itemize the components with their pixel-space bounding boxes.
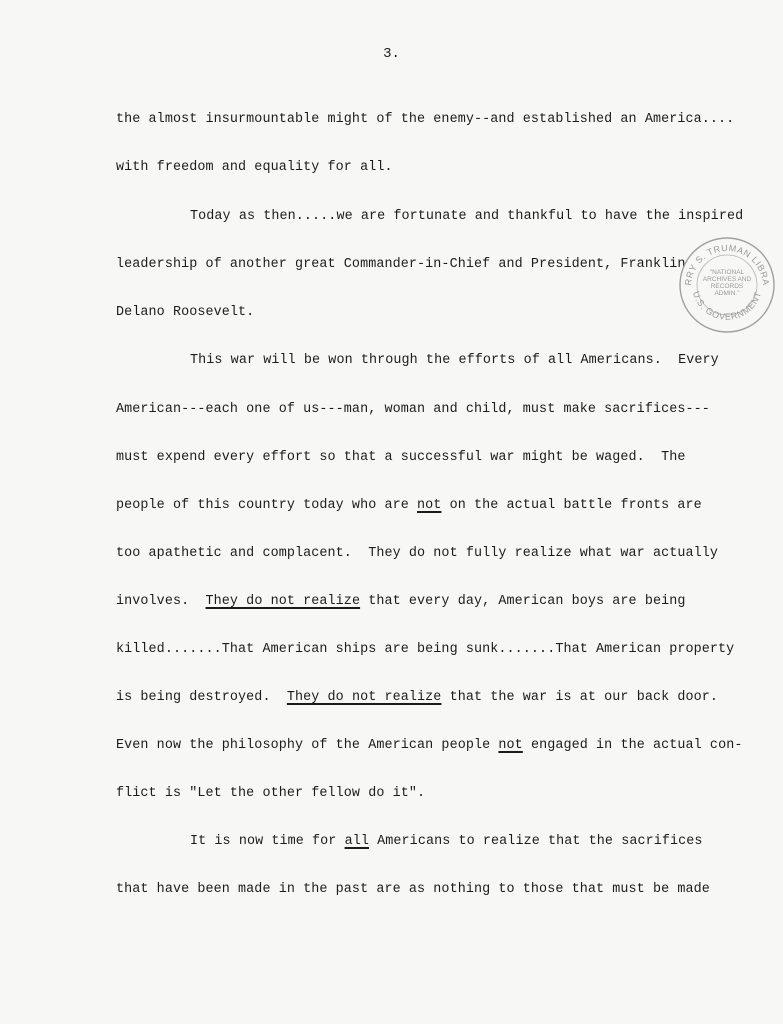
text-line [190, 353, 719, 368]
text-segment: It is now time for [190, 834, 345, 849]
text-segment: the almost insurmountable might of the enemy--and established an America.... [116, 112, 735, 127]
text-line [116, 305, 254, 320]
text-segment: is being destroyed. [116, 690, 287, 705]
text-segment: that the war is at our back door. [441, 690, 719, 705]
underlined-text: not [498, 738, 523, 753]
text-segment: Today as then.....we are fortunate and thankful to have the inspired [190, 209, 744, 224]
underlined-text: They do not realize [286, 690, 442, 705]
stamp-center-text [677, 269, 777, 297]
text-segment: flict is "Let the other fellow do it". [116, 786, 426, 801]
stamp-center-line: ADMIN." [714, 290, 740, 297]
text-line [116, 402, 710, 417]
text-segment: involves. [116, 594, 206, 609]
text-line [190, 834, 703, 849]
stamp-center-line: RECORDS [710, 283, 744, 290]
text-segment: too apathetic and complacent. They do not fully realize what war actually [116, 546, 719, 561]
text-line [116, 594, 686, 609]
library-stamp [677, 235, 777, 335]
text-line [116, 642, 734, 657]
text-segment: Americans to realize that the sacrifices [369, 834, 703, 849]
text-segment: with freedom and equality for all. [116, 160, 393, 175]
text-segment: killed.......That American ships are being sunk.......That American property [116, 642, 735, 657]
stamp-center-line: ARCHIVES AND [702, 276, 752, 283]
underlined-text: They do not realize [205, 594, 361, 609]
text-line [116, 882, 710, 897]
text-segment: people of this country today who are [116, 498, 418, 513]
text-segment: engaged in the actual con- [522, 738, 743, 753]
stamp-center-line: "NATIONAL [709, 269, 745, 276]
text-segment: that have been made in the past are as nothing to those that must be made [116, 882, 710, 897]
text-segment: American---each one of us---man, woman and child, must make sacrifices--- [116, 402, 710, 417]
text-segment: leadership of another great Commander-in-Chief and President, Franklin [116, 257, 686, 272]
text-segment: Delano Roosevelt. [116, 305, 255, 320]
text-line [190, 209, 743, 224]
text-line [116, 690, 718, 705]
underlined-text: all [344, 834, 369, 849]
text-segment: that every day, American boys are being [360, 594, 686, 609]
text-segment: on the actual battle fronts are [441, 498, 702, 513]
text-line [116, 498, 702, 513]
text-segment: Even now the philosophy of the American people [116, 738, 499, 753]
page-number: 3. [383, 46, 400, 62]
text-line [116, 738, 742, 753]
text-line [116, 257, 686, 272]
text-segment: must expend every effort so that a successful war might be waged. The [116, 450, 686, 465]
stamp-ring-top: RRY S. TRUMAN LIBRA [682, 242, 772, 287]
text-line [116, 112, 734, 127]
text-segment: This war will be won through the efforts of all Americans. Every [190, 353, 719, 368]
text-line [116, 450, 686, 465]
text-line [116, 546, 718, 561]
stamp-ring-bottom: U.S. GOVERNMENT [690, 289, 764, 322]
text-line [116, 786, 425, 801]
text-line [116, 160, 393, 175]
underlined-text: not [417, 498, 442, 513]
